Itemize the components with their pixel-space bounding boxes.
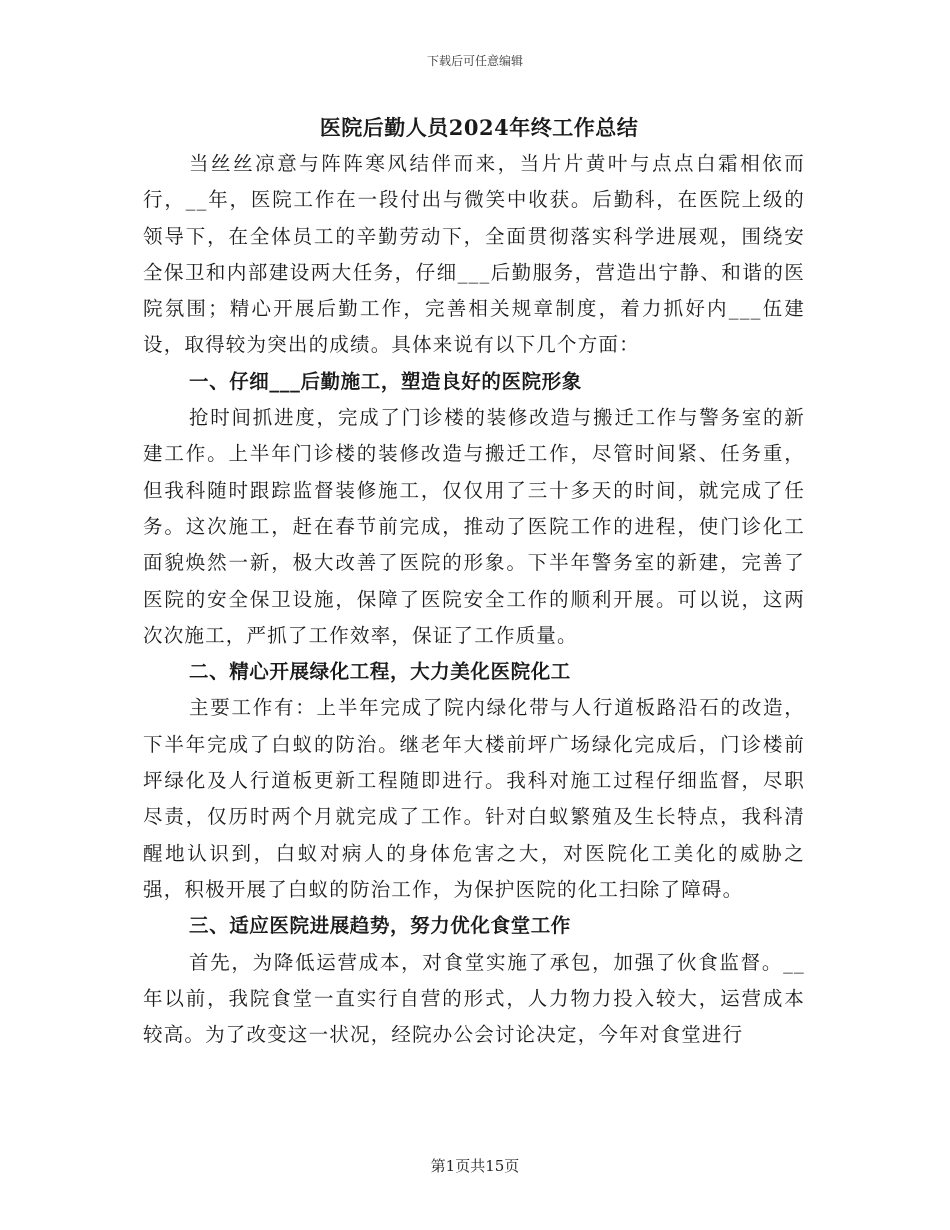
section-heading-2: 二、精心开展绿化工程，大力美化医院化工 — [189, 660, 571, 684]
section-heading-3: 三、适应医院进展趋势，努力优化食堂工作 — [189, 914, 571, 938]
document-title: 医院后勤人员2024年终工作总结 — [319, 115, 639, 140]
paragraph-section-3: 首先，为降低运营成本，对食堂实施了承包，加强了伙食监督。__年以前，我院食堂一直实行自营的形式，人力物力投入较大，运营成本较高。为了改变这一状况，经院办公会讨论决定，今年对食堂进行 — [143, 950, 805, 1047]
page-footer-number: 第1页共15页 — [430, 1157, 520, 1175]
paragraph-section-2: 主要工作有：上半年完成了院内绿化带与人行道板路沿石的改造，下半年完成了白蚁的防治。继老年大楼前坪广场绿化完成后，门诊楼前坪绿化及人行道板更新工程随即进行。我科对施工过程仔细监督，尽职尽责，仅历时两个月就完成了工作。针对白蚁繁殖及生长特点，我科清醒地认识到，白蚁对病人的身体危害之大，对医院化工美化的威胁之强，积极开展了白蚁的防治工作，为保护医院的化工扫除了障碍。 — [143, 696, 805, 901]
paragraph-intro: 当丝丝凉意与阵阵寒风结伴而来，当片片黄叶与点点白霜相依而行，__年，医院工作在一段付出与微笑中收获。后勤科，在医院上级的领导下，在全体员工的辛勤劳动下，全面贯彻落实科学进展观，围绕安全保卫和内部建设两大任务，仔细___后勤服务，营造出宁静、和谐的医院氛围；精心开展后勤工作，完善相关规章制度，着力抓好内___伍建设，取得较为突出的成绩。具体来说有以下几个方面： — [143, 152, 805, 357]
document-body — [143, 110, 805, 1053]
paragraph-section-1: 抢时间抓进度，完成了门诊楼的装修改造与搬迁工作与警务室的新建工作。上半年门诊楼的装修改造与搬迁工作，尽管时间紧、任务重，但我科随时跟踪监督装修施工，仅仅用了三十多天的时间，就完成了任务。这次施工，赶在春节前完成，推动了医院工作的进程，使门诊化工面貌焕然一新，极大改善了医院的形象。下半年警务室的新建，完善了医院的安全保卫设施，保障了医院安全工作的顺利开展。可以说，这两次次施工，严抓了工作效率，保证了工作质量。 — [143, 406, 805, 647]
page-header-note: 下载后可任意编辑 — [426, 54, 523, 68]
section-heading-1: 一、仔细___后勤施工，塑造良好的医院形象 — [189, 369, 582, 393]
